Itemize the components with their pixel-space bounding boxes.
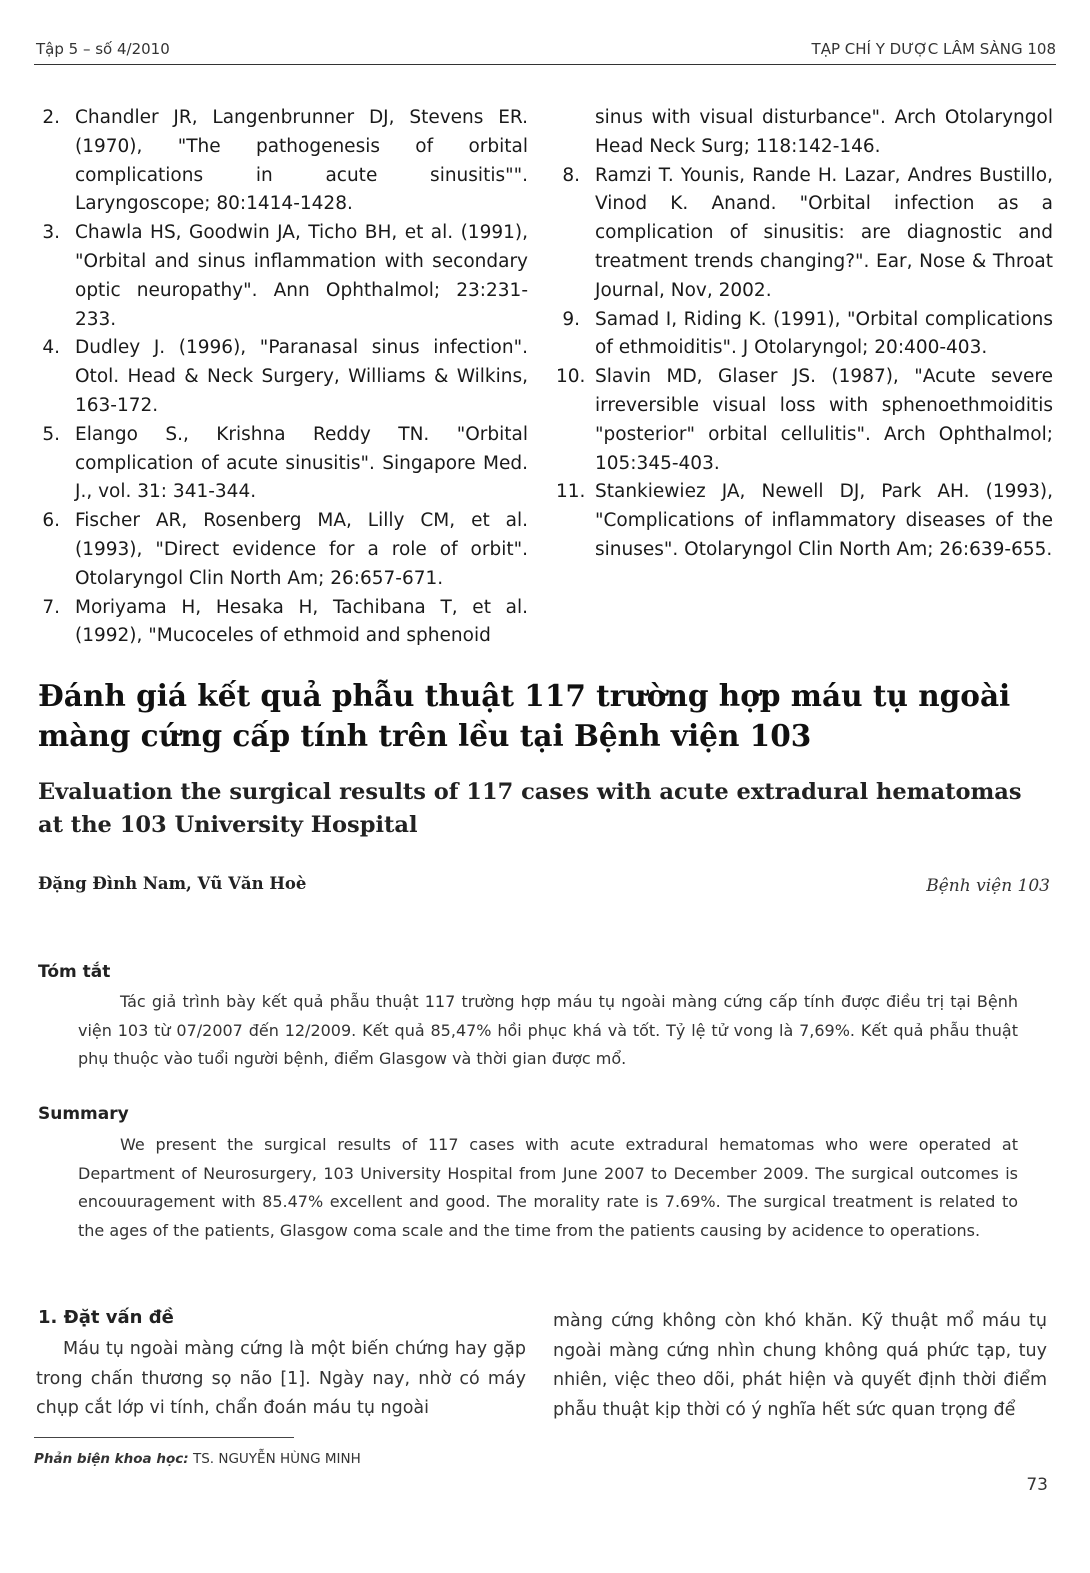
reference-text: Samad I, Riding K. (1991), "Orbital complications of ethmoiditis". J Otolaryngol; 20:400-403. (595, 308, 1053, 359)
abstract-vi-heading: Tóm tắt (38, 962, 111, 982)
reference-item (36, 219, 528, 334)
reference-text: Dudley J. (1996), "Paranasal sinus infection". Otol. Head & Neck Surgery, Williams & Wilkins, 163-172. (75, 337, 528, 416)
reference-item (36, 507, 528, 593)
footnote-text: TS. NGUYỄN HÙNG MINH (192, 1451, 361, 1467)
reference-number: 5. (42, 423, 60, 445)
references-left-column (36, 104, 528, 651)
reference-text: Elango S., Krishna Reddy TN. "Orbital complication of acute sinusitis". Singapore Med. J., vol. 31: 341-344. (75, 423, 528, 503)
article-title-english: Evaluation the surgical results of 117 cases with acute extradural hematomas at the 103 University Hospital (38, 779, 1022, 838)
reference-item (36, 421, 528, 507)
reference-number: 8. (562, 164, 580, 186)
article-authors: Đặng Đình Nam, Vũ Văn Hoè (38, 874, 307, 893)
reference-item (36, 104, 528, 219)
page-number: 73 (1026, 1475, 1048, 1495)
reference-text: Fischer AR, Rosenberg MA, Lilly CM, et al. (1993), "Direct evidence for a role of orbit". Otolaryngol Clin North Am; 26:657-671. (75, 510, 528, 589)
reviewer-footnote (34, 1451, 361, 1467)
reference-number: 4. (42, 337, 60, 359)
reference-text: Chawla HS, Goodwin JA, Ticho BH, et al. (1991), "Orbital and sinus inflammation with secondary optic neuropathy". Ann Ophthalmol; 23:231-233. (75, 222, 528, 330)
reference-text: Chandler JR, Langenbrunner DJ, Stevens ER. (1970), "The pathogenesis of orbital complications in acute sinusitis"". Laryngoscope; 80:1414-1428. (75, 107, 528, 215)
reference-number: 11. (556, 481, 586, 503)
reference-item (556, 104, 1053, 162)
reference-number: 9. (562, 308, 580, 330)
reference-number: 7. (42, 596, 60, 618)
abstract-en-text: We present the surgical results of 117 cases with acute extradural hematomas who were operated at Department of Neurosurgery, 103 University Hospital from June 2007 to December 2009. The surgical outcomes is encouuragement with 85.47% excellent and good. The morality rate is 7.69%. The surgical treatment is related to the ages of the patients, Glasgow coma scale and the time from the patients causing by acidence to operations. (78, 1135, 1018, 1240)
reference-number: 10. (556, 366, 586, 388)
running-header-right: TẠP CHÍ Y DƯỢC LÂM SÀNG 108 (811, 40, 1056, 58)
footnote-label: Phản biện khoa học: (34, 1451, 189, 1467)
article-title: Đánh giá kết quả phẫu thuật 117 trường hợp máu tụ ngoài màng cứng cấp tính trên lều tại Bệnh viện 103 (38, 678, 1011, 753)
abstract-vi-text: Tác giả trình bày kết quả phẫu thuật 117 trường hợp máu tụ ngoài màng cứng cấp tính được điều trị tại Bệnh viện 103 từ 07/2007 đến 12/2009. Kết quả 85,47% hồi phục khá và tốt. Tỷ lệ tử vong là 7,69%. Kết quả phẫu thuật phụ thuộc vào tuổi người bệnh, điểm Glasgow và thời gian được mổ. (78, 992, 1018, 1068)
abstract-en-heading: Summary (38, 1104, 129, 1124)
reference-text: Moriyama H, Hesaka H, Tachibana T, et al. (1992), "Mucoceles of ethmoid and sphenoid (75, 596, 528, 647)
section-body-right: màng cứng không còn khó khăn. Kỹ thuật mổ máu tụ ngoài màng cứng nhìn chung không quá phức tạp, tuy nhiên, việc theo dõi, phát hiện và quyết định thời điểm phẫu thuật kịp thời có ý nghĩa hết sức quan trọng để (553, 1311, 1047, 1420)
reference-text: Slavin MD, Glaser JS. (1987), "Acute severe irreversible visual loss with sphenoethmoiditis "posterior" orbital cellulitis". Arch Ophthalmol; 105:345-403. (595, 366, 1053, 474)
running-header-left: Tập 5 – số 4/2010 (36, 40, 170, 58)
reference-item (556, 478, 1053, 564)
article-affiliation: Bệnh viện 103 (926, 876, 1050, 896)
reference-item (556, 162, 1053, 306)
section-heading: 1. Đặt vấn đề (38, 1307, 174, 1328)
reference-item (36, 334, 528, 420)
footnote-rule (34, 1437, 294, 1438)
reference-item (36, 594, 528, 652)
reference-text: Ramzi T. Younis, Rande H. Lazar, Andres Bustillo, Vinod K. Anand. "Orbital infection as a complication of sinusitis: are diagnostic and treatment trends changing?". Ear, Nose & Throat Journal, Nov, 2002. (595, 164, 1053, 301)
reference-item (556, 363, 1053, 478)
section-body-left: Máu tụ ngoài màng cứng là một biến chứng hay gặp trong chấn thương sọ não [1]. Ngày nay, nhờ có máy chụp cắt lớp vi tính, chẩn đoán máu tụ ngoài (36, 1339, 526, 1418)
reference-number: 2. (42, 107, 60, 128)
reference-number: 3. (42, 222, 60, 244)
reference-text: Stankiewiez JA, Newell DJ, Park AH. (1993), "Complications of inflammatory diseases of the sinuses". Otolaryngol Clin North Am; 26:639-655. (595, 481, 1053, 560)
reference-number: 6. (42, 510, 60, 532)
reference-text: sinus with visual disturbance". Arch Otolaryngol Head Neck Surg; 118:142-146. (595, 107, 1053, 157)
reference-item (556, 306, 1053, 364)
header-rule (34, 64, 1056, 65)
references-right-column (556, 104, 1053, 565)
